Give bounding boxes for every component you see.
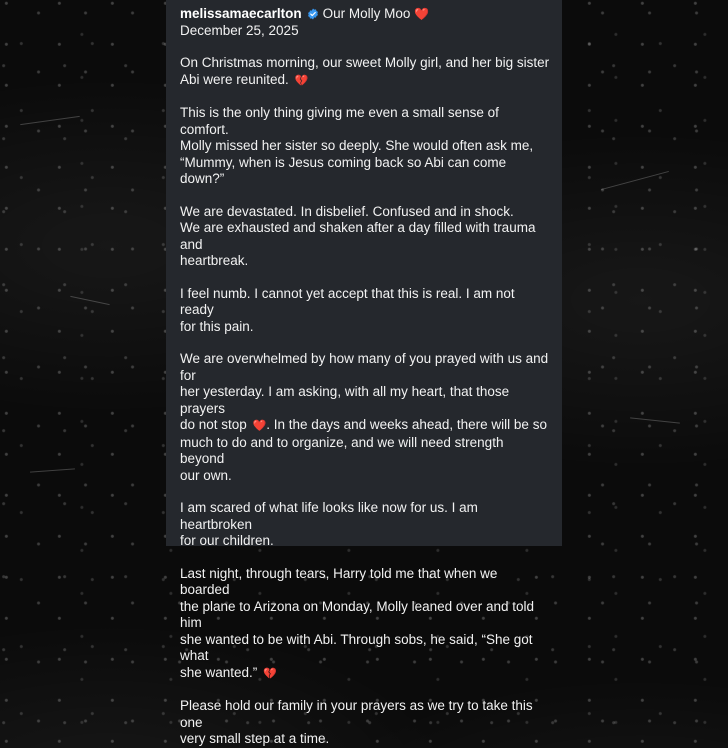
post-paragraph: Last night, through tears, Harry told me that when we boarded the plane to Arizona on Monday, Molly leaned over and told him she wanted to be with Abi. Through sobs, he said, “She got what she wanted.” 💔 — [180, 565, 534, 680]
background-scratch — [601, 171, 669, 190]
verified-badge-icon — [307, 8, 319, 20]
post-header — [180, 6, 550, 22]
post-paragraph: We are overwhelmed by how many of you prayed with us and for her yesterday. I am asking, with all my heart, that those prayers do not stop ❤️. In the days and weeks ahead, there will be so much to do and to organize, and we will need strength beyond our own. — [180, 351, 549, 483]
post-title: Our Molly Moo — [322, 6, 411, 21]
background-scratch — [30, 468, 75, 472]
heart-emoji: ❤️ — [414, 7, 430, 21]
post-paragraph: Please hold our family in your prayers as we try to take this one very small step at a time. — [180, 698, 533, 746]
post-paragraph: I am scared of what life looks like now for us. I am heartbroken for our children. — [180, 500, 478, 548]
post-date: December 25, 2025 — [180, 23, 299, 38]
post-card — [166, 0, 562, 746]
background-scratch — [20, 116, 80, 125]
post-paragraph: We are devastated. In disbelief. Confused and in shock. We are exhausted and shaken after a day filled with trauma and heartbreak. — [180, 203, 536, 268]
broken-heart-emoji: 💔 — [263, 667, 277, 680]
broken-heart-emoji: 💔 — [294, 74, 309, 87]
post-paragraph: I feel numb. I cannot yet accept that this is real. I am not ready for this pain. — [180, 285, 515, 334]
background-scratch — [70, 296, 109, 305]
background-scratch — [630, 417, 680, 423]
post-paragraph: On Christmas morning, our sweet Molly girl, and her big sister Abi were reunited. 💔 — [180, 55, 550, 87]
username-link[interactable]: melissamaecarlton — [180, 6, 302, 21]
post-paragraph: This is the only thing giving me even a small sense of comfort. Molly missed her sister so deeply. She would often ask me, “Mummy, when is Jesus coming back so Abi can come down?” — [180, 105, 534, 186]
heart-emoji: ❤️ — [252, 420, 267, 432]
